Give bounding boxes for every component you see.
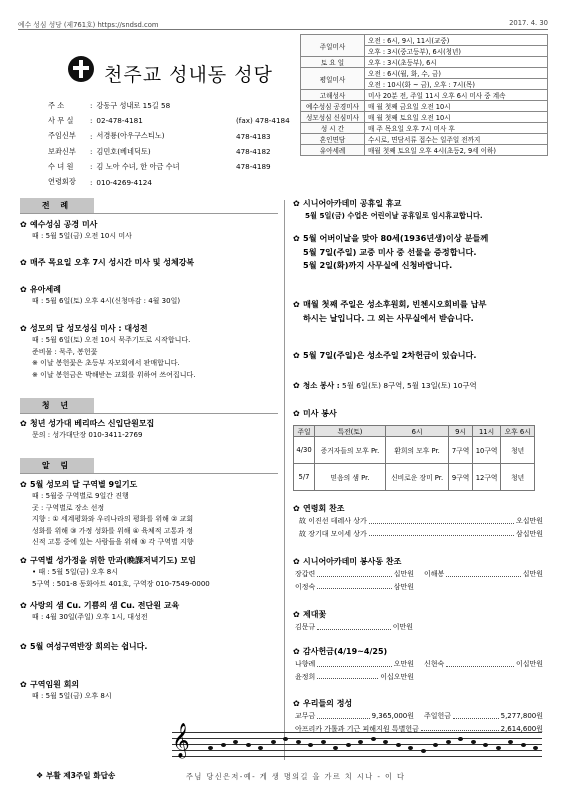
donation-amount: 이십오만원 — [380, 672, 414, 681]
flower-icon: ✿ — [293, 647, 300, 656]
donation-name: 故 장기대 모이세 상가 — [299, 529, 367, 538]
schedule-value: 수시로, 면담서류 접수는 일주일 전까지 — [365, 134, 548, 145]
dot-leader — [453, 710, 499, 719]
treble-clef-icon: 𝄞 — [172, 723, 190, 758]
flower-icon: ✿ — [293, 351, 300, 360]
flower-icon: ✿ — [293, 409, 300, 418]
item-title: 성모의 달 성모성심 미사 : 대성전 — [30, 324, 148, 333]
note-icon — [421, 749, 426, 753]
donation-name: 장갑련 — [295, 570, 316, 578]
donation-row — [295, 581, 414, 594]
info-value: 강동구 성내로 15길 58 — [96, 100, 171, 110]
empty-slot — [424, 671, 543, 684]
note-icon — [446, 740, 451, 744]
item-line: 5월 어버이날을 맞아 80세(1936년생)이상 분들께 — [303, 233, 489, 243]
donation-row — [424, 658, 543, 671]
item-title: 5월 여성구역반장 회의는 쉽니다. — [30, 642, 148, 651]
table-cell: 4/30 — [294, 437, 315, 464]
flower-icon: ✿ — [293, 199, 300, 208]
table-cell: 12구역 — [472, 464, 501, 491]
schedule-table — [300, 34, 548, 156]
note-icon — [533, 746, 538, 750]
right-item-1 — [293, 198, 543, 222]
item-body: 5구역 : 501-8 동화아트 401호, 구역장 010-7549-0000 — [32, 579, 210, 588]
item-title: 매주 목요일 오후 7시 성시간 미사 및 성체강복 — [30, 258, 195, 267]
note-icon — [233, 740, 238, 744]
page-header — [18, 19, 548, 29]
schedule-row — [301, 101, 548, 112]
donation-list — [293, 621, 413, 634]
header-divider — [18, 29, 548, 30]
liturgy-item-4 — [20, 323, 282, 381]
section-line — [20, 213, 278, 214]
item-title: 예수성심 공경 미사 — [30, 220, 98, 229]
flower-icon: ✿ — [20, 480, 27, 489]
info-phone: (fax) 478-4184 — [236, 116, 290, 126]
info-row — [48, 129, 308, 144]
dot-leader — [317, 568, 391, 577]
empty-slot — [424, 581, 543, 594]
notice-item-4 — [20, 641, 282, 653]
table-cell: 믿음의 샘 Pr. — [315, 464, 386, 491]
info-key: 주 소 — [48, 100, 65, 110]
dot-leader — [369, 528, 514, 537]
donation-row — [299, 515, 543, 528]
info-value: 02-478-4181 — [96, 116, 143, 126]
donation-amount: 이만원 — [392, 623, 413, 631]
schedule-row — [301, 134, 548, 145]
score-lyric: 주님 당신은저-예- 게 생 명의길 을 가르 치 시나 - 이 다 — [186, 772, 406, 781]
section-line — [20, 413, 278, 414]
staff-line — [172, 756, 542, 757]
dot-leader — [446, 568, 520, 577]
schedule-label: 성 시 간 — [301, 123, 365, 134]
schedule-value: 매 월 첫째 토요일 오전 10시 — [365, 112, 548, 123]
flower-icon: ✿ — [293, 381, 300, 390]
item-body: 문의 : 성가대단장 010-3411-2769 — [32, 431, 143, 439]
schedule-label: 성모성심 신심미사 — [301, 112, 365, 123]
note-icon — [483, 743, 488, 747]
note-icon — [408, 746, 413, 750]
right-item-10 — [293, 646, 543, 683]
table-header-row — [294, 426, 535, 437]
donation-name: 교무금 — [295, 712, 316, 720]
flower-icon: ✿ — [293, 610, 300, 619]
donation-list — [293, 658, 543, 683]
schedule-value: 미사 20분 전, 주일 11시 오후 6시 미사 중 계속 — [365, 90, 548, 101]
flower-icon: ✿ — [20, 556, 27, 565]
staff-line — [172, 750, 542, 751]
masthead — [18, 34, 548, 186]
donation-name: 이정숙 — [295, 582, 316, 591]
note-icon — [308, 743, 313, 747]
donation-amount: 이십만원 — [515, 660, 543, 668]
right-item-6 — [293, 408, 543, 420]
donation-row — [424, 710, 543, 723]
info-row — [48, 98, 308, 113]
table-row — [294, 464, 535, 491]
flower-icon: ✿ — [20, 258, 27, 267]
table-header-cell: 주일 — [294, 426, 315, 437]
table-header-cell: 특전(토) — [315, 426, 386, 437]
info-row — [48, 144, 308, 159]
dot-leader — [317, 710, 369, 719]
donation-name: 아프리카 가톨과 기근 피해지원 특별헌금 — [295, 724, 419, 733]
section-youth: 청 년 — [20, 398, 94, 413]
right-item-7 — [293, 503, 543, 540]
table-header-cell: 오후 6시 — [501, 426, 535, 437]
donation-pair — [295, 671, 543, 684]
info-phone: 478-4189 — [236, 162, 271, 172]
donation-name: 주일헌금 — [424, 712, 452, 720]
note-icon — [346, 743, 351, 747]
table-cell: 10구역 — [472, 437, 501, 464]
schedule-label: 주일미사 — [301, 35, 365, 57]
item-body: 곳 : 구역별로 장소 선정 — [32, 503, 105, 512]
item-title: 연령회 찬조 — [303, 504, 345, 513]
donation-list — [293, 710, 543, 723]
schedule-row — [301, 35, 548, 46]
liturgy-item-2 — [20, 257, 282, 269]
note-icon — [433, 743, 438, 747]
schedule-row — [301, 68, 548, 79]
notice-item-5 — [20, 679, 282, 703]
info-value: 김 노아 수녀, 한 아금 수녀 — [96, 161, 180, 171]
table-cell: 환희의 모후 Pr. — [385, 437, 448, 464]
info-value: 김민호(베네딕토) — [96, 146, 151, 156]
item-title: 시니어아카데미 봉사동 찬조 — [303, 557, 402, 566]
schedule-value: 매 주 목요일 오후 7시 미사 후 — [365, 123, 548, 134]
flower-icon: ✿ — [20, 680, 27, 689]
item-line: 5월 2일(화)까지 사무실에 신청바랍니다. — [303, 260, 453, 270]
info-value: 010-4269-4124 — [96, 177, 152, 187]
dot-leader — [446, 658, 514, 667]
donation-row — [299, 528, 543, 541]
parish-info — [48, 98, 308, 190]
donation-pair — [295, 710, 543, 723]
donation-amount: 오십만원 — [515, 517, 543, 525]
schedule-label: 혼인면담 — [301, 134, 365, 145]
item-title: 감사헌금(4/19~4/25) — [303, 647, 388, 656]
flower-icon: ✿ — [20, 220, 27, 229]
table-row — [294, 437, 535, 464]
item-title: 우리들의 정성 — [303, 699, 353, 708]
note-icon — [208, 746, 213, 750]
flower-icon: ✿ — [20, 419, 27, 428]
item-body: 준비물 : 묵주, 봉헌꽃 — [32, 347, 98, 356]
header-date: 2017. 4. 30 — [509, 19, 548, 27]
note-icon — [258, 746, 263, 750]
notice-item-2 — [20, 555, 282, 590]
item-body: 때 : 5월중 구역별로 9일간 진행 — [32, 492, 129, 500]
schedule-value: 오전 : 10시(화 ~ 금), 오후 : 7시(목) — [365, 79, 548, 90]
item-title: 사랑의 샘 Cu. 기쁨의 샘 Cu. 전단원 교육 — [30, 601, 180, 610]
note-icon — [458, 737, 463, 741]
flower-icon: ✿ — [293, 557, 300, 566]
psalm-item — [36, 770, 115, 781]
note-icon — [221, 743, 226, 747]
flower-icon: ✿ — [293, 699, 300, 708]
dot-leader — [317, 581, 391, 590]
item-body: ※ 이날 봉헌금은 박해받는 교회를 위하여 쓰여집니다. — [32, 370, 196, 379]
schedule-label: 유아세례 — [301, 145, 365, 156]
right-item-4 — [293, 349, 543, 362]
info-value: 서경룡(아우구스티노) — [96, 131, 165, 141]
note-icon — [471, 740, 476, 744]
note-icon — [246, 743, 251, 747]
info-phone: 478-4182 — [236, 147, 271, 157]
schedule-value: 오후 : 3시(초등부), 6시 — [365, 57, 548, 68]
flower-icon: ✿ — [293, 234, 300, 243]
item-body: 때 : 5월 5일(금) 오전 10시 미사 — [32, 232, 132, 240]
item-label: 청소 봉사 : — [303, 381, 340, 390]
staff-line — [172, 732, 542, 733]
donation-row — [295, 568, 414, 581]
schedule-label: 토 요 일 — [301, 57, 365, 68]
item-title: 유아세례 — [30, 285, 61, 294]
note-icon — [283, 737, 288, 741]
item-line: 매월 첫째 주일은 성소후원회, 빈첸시오회비를 납부 — [303, 299, 487, 309]
dot-leader — [317, 621, 390, 630]
schedule-row — [301, 112, 548, 123]
info-key: 연령회장 — [48, 177, 76, 187]
info-key: 사 무 실 — [48, 115, 74, 125]
flower-icon: ✿ — [293, 504, 300, 513]
schedule-row — [301, 123, 548, 134]
right-item-5 — [293, 380, 543, 392]
table-cell: 증거자들의 모후 Pr. — [315, 437, 386, 464]
flower-icon: ✿ — [293, 300, 300, 309]
liturgy-item-3 — [20, 284, 282, 308]
note-icon — [358, 740, 363, 744]
info-colon: : — [90, 116, 93, 126]
info-key: 보좌신부 — [48, 146, 76, 156]
note-icon — [333, 746, 338, 750]
donation-row — [295, 658, 414, 671]
donation-pair — [295, 658, 543, 671]
donation-list — [293, 515, 543, 540]
donation-row — [295, 671, 414, 684]
item-body: 성화를 위해 ③ 가정 성화를 위해 ④ 육체적 고통과 정 — [32, 526, 194, 535]
table-cell: 7구역 — [449, 437, 473, 464]
cross-logo-icon — [68, 56, 94, 82]
info-row — [48, 113, 308, 128]
donation-name: 故 이진선 데레사 상가 — [299, 517, 367, 525]
info-colon: : — [90, 101, 93, 111]
note-icon — [371, 737, 376, 741]
info-colon: : — [90, 162, 93, 172]
item-title: 시니어아카데미 공휴일 휴교 — [303, 199, 402, 208]
table-header-cell: 11시 — [472, 426, 501, 437]
info-colon: : — [90, 177, 93, 187]
donation-amount: 십만원 — [522, 570, 543, 578]
right-item-8 — [293, 556, 543, 593]
item-body: 때 : 4월 30일(주일) 오후 1시, 대성전 — [32, 613, 148, 621]
item-title: 구역임원 회의 — [30, 680, 80, 689]
donation-row — [295, 621, 413, 634]
donation-name: 나향례 — [295, 660, 316, 668]
table-cell: 청년 — [501, 437, 535, 464]
info-phone: 478-4183 — [236, 131, 271, 141]
table-cell: 청년 — [501, 464, 535, 491]
note-icon — [296, 740, 301, 744]
table-cell: 신비로운 장미 Pr. — [385, 464, 448, 491]
item-title: 5월 성모의 달 구역별 9일기도 — [30, 480, 138, 489]
schedule-row — [301, 90, 548, 101]
schedule-value: 오전 : 6시, 9시, 11시(교중) — [365, 35, 548, 46]
item-body: 때 : 5월 5일(금) 오후 8시 — [32, 692, 112, 700]
dot-leader — [317, 671, 378, 680]
item-body: 때 : 5월 6일(토) 오후 4시(신청마감 : 4월 30일) — [32, 297, 181, 305]
item-title: 제대꽃 — [303, 610, 327, 619]
item-body: 때 : 5월 6일(토) 오전 10시 묵주기도로 시작합니다. — [32, 336, 191, 344]
schedule-value: 매월 첫째 토요일 오후 4시(초등2, 9세 이하) — [365, 145, 548, 156]
header-left: 예수 성심 성당 (제761호) https://sndsd.com — [18, 21, 159, 29]
note-icon — [508, 740, 513, 744]
section-line — [20, 473, 278, 474]
schedule-label: 평일미사 — [301, 68, 365, 90]
donation-row — [424, 568, 543, 581]
schedule-label: 예수성심 공경미사 — [301, 101, 365, 112]
item-title: 청년 성가대 베리따스 신입단원모집 — [30, 419, 155, 428]
note-icon — [496, 746, 501, 750]
donation-amount: 오만원 — [393, 660, 414, 668]
diamond-icon: ❖ — [36, 771, 44, 780]
table-cell: 9구역 — [449, 464, 473, 491]
item-body: 지향 : ① 세계평화와 우리나라의 평화를 위해 ② 교회 — [32, 515, 194, 524]
donation-pair — [295, 581, 543, 594]
donation-amount: 2,614,600원 — [500, 724, 543, 733]
item-title: 구역별 성가정을 위한 만과(晩課저녁기도) 모임 — [30, 556, 196, 565]
schedule-value: 매 월 첫째 금요일 오전 10시 — [365, 101, 548, 112]
donation-row — [295, 710, 414, 723]
item-text: 5월 6일(토) 8구역, 5월 13일(토) 10구역 — [342, 381, 477, 390]
music-score — [172, 723, 542, 781]
donation-list — [293, 568, 543, 593]
info-key: 주임신부 — [48, 131, 76, 141]
notice-item-1 — [20, 479, 282, 549]
flower-icon: ✿ — [20, 285, 27, 294]
note-icon — [321, 740, 326, 744]
schedule-row — [301, 145, 548, 156]
info-row — [48, 174, 308, 189]
flower-icon: ✿ — [20, 324, 27, 333]
note-icon — [396, 743, 401, 747]
table-header-cell: 6시 — [385, 426, 448, 437]
donation-amount: 십만원 — [393, 570, 414, 578]
donation-name: 김문규 — [295, 623, 316, 631]
donation-amount: 삼십만원 — [515, 529, 543, 538]
dot-leader — [369, 515, 514, 524]
flower-icon: ✿ — [20, 601, 27, 610]
item-body: 신적 고통 중에 있는 사람들을 위해 ⑤ 각 구역별 지향 — [32, 538, 194, 547]
schedule-label: 고해성사 — [301, 90, 365, 101]
info-colon: : — [90, 147, 93, 157]
donation-name: 신현숙 — [424, 660, 445, 668]
item-title: 부활 제3주일 화답송 — [46, 771, 116, 780]
table-cell: 5/7 — [294, 464, 315, 491]
item-body: 5월 5일(금) 수업은 어린이날 공휴일로 임시휴교합니다. — [305, 211, 483, 220]
item-line: 하시는 날입니다. 그 외는 사무실에서 받습니다. — [303, 312, 474, 323]
schedule-value: 오전 : 6시(월, 화, 수, 금) — [365, 68, 548, 79]
dot-leader — [317, 658, 391, 667]
mass-service-table — [293, 425, 535, 491]
staff-line — [172, 738, 542, 739]
notice-item-3 — [20, 600, 282, 624]
info-colon: : — [90, 131, 93, 141]
section-notice: 알 림 — [20, 458, 94, 473]
donation-name: 이해봉 — [424, 570, 445, 578]
info-key: 수 녀 원 — [48, 161, 74, 171]
item-title: 미사 봉사 — [303, 409, 337, 418]
info-row — [48, 159, 308, 174]
schedule-row — [301, 57, 548, 68]
right-item-2 — [293, 232, 543, 273]
donation-amount: 삼만원 — [393, 582, 414, 591]
donation-pair — [295, 568, 543, 581]
section-liturgy: 전 례 — [20, 198, 94, 213]
note-icon — [383, 740, 388, 744]
note-icon — [521, 743, 526, 747]
schedule-value: 오후 : 3시(중고등부), 6시(청년) — [365, 46, 548, 57]
donation-name: 윤정희 — [295, 672, 316, 681]
right-item-3 — [293, 298, 543, 325]
item-line: 5월 7일(주일) 교중 미사 중 선물을 증정합니다. — [303, 246, 477, 257]
note-icon — [271, 740, 276, 744]
church-name: 천주교 성내동 성당 — [104, 64, 273, 86]
flower-icon: ✿ — [20, 642, 27, 651]
right-item-9 — [293, 609, 543, 634]
table-header-cell: 9시 — [449, 426, 473, 437]
donation-amount: 9,365,000원 — [371, 712, 414, 720]
column-divider — [284, 200, 285, 760]
item-body: • 때 : 5월 5일(금) 오후 8시 — [32, 568, 118, 576]
item-title: 5월 7일(주일)은 성소주일 2차헌금이 있습니다. — [303, 350, 477, 360]
youth-item-1 — [20, 418, 282, 442]
liturgy-item-1 — [20, 219, 282, 243]
donation-amount: 5,277,800원 — [500, 712, 543, 720]
item-body: ※ 이날 봉헌꽃은 초등부 자모회에서 판매합니다. — [32, 359, 180, 368]
